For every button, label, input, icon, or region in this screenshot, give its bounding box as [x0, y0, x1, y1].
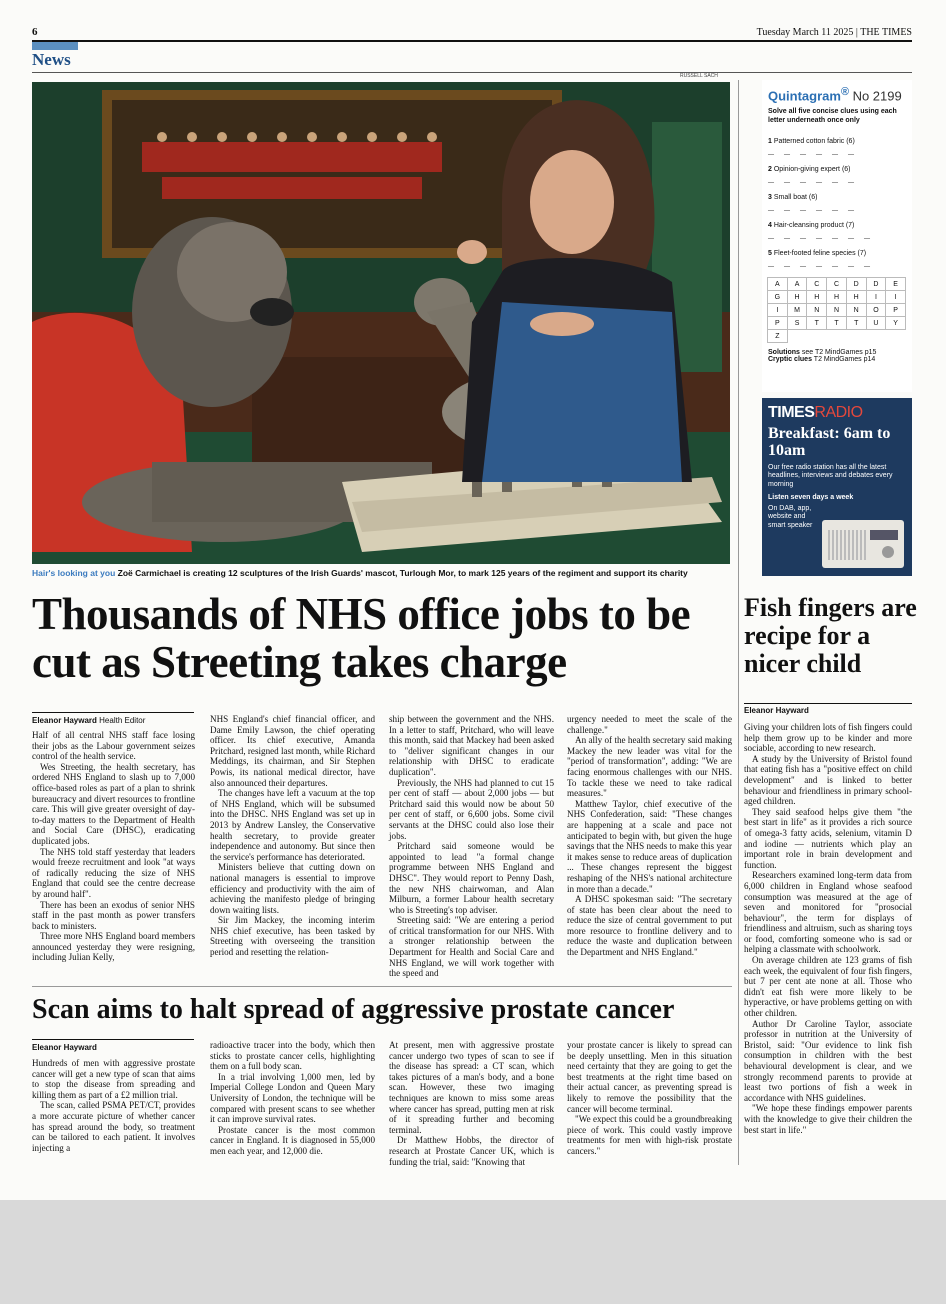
byline-rule — [32, 712, 194, 713]
solutions-note: Solutions see T2 MindGames p15 — [768, 348, 877, 356]
lead-byline: Eleanor Hayward Health Editor — [32, 716, 146, 725]
letter-cell: E — [885, 277, 906, 291]
top-rule — [32, 40, 912, 42]
prostate-column-3 — [389, 1040, 554, 1167]
answer-blanks: _ _ _ _ _ _ — [768, 202, 857, 214]
caption-text: Zoë Carmichael is creating 12 sculptures of the Irish Guards' mascot, Turlough Mor, to mark 125 years of the regiment and support its charity — [117, 568, 688, 578]
paragraph: radioactive tracer into the body, which then sticks to prostate cancer cells, highlighting them on a full body scan. — [210, 1040, 375, 1072]
section-color-bar — [32, 42, 78, 50]
quintagram-puzzle — [762, 80, 912, 392]
letter-cell: H — [806, 290, 827, 304]
letter-cell: D — [846, 277, 867, 291]
paragraph: They said seafood helps give them "the best start in life" as it provides a rich source of omega-3 fatty acids, selenium, vitamin D and iodine — nutrients which play an important role in brain development and function. — [744, 806, 912, 870]
paragraph: Giving your children lots of fish fingers could help them grow up to be kinder and more sociable, according to new research. — [744, 722, 912, 754]
prostate-column-4 — [567, 1040, 732, 1157]
letter-cell: T — [826, 316, 847, 330]
clue-item: 3 Small boat (6) — [768, 193, 818, 201]
letter-cell: M — [787, 303, 808, 317]
letter-cell: Y — [885, 316, 906, 330]
paragraph: "We expect this could be a groundbreaking piece of work. This could vastly improve treatments for men with high-risk prostate cancers." — [567, 1114, 732, 1156]
side-byline-rule — [744, 703, 912, 704]
section-rule — [32, 72, 912, 73]
letter-cell: U — [866, 316, 887, 330]
paragraph: The NHS told staff yesterday that leaders would freeze recruitment and look "at ways of radically reducing the size of NHS England that could see the centre decrease by around half". — [32, 846, 195, 899]
paragraph: Pritchard said someone would be appointed to lead "a formal change programme between NHS England and DHSC". They would report to Penny Dash, the new NHS chairwoman, and Alan Milburn, a former Labour health secretary who is Streeting's top adviser. — [389, 841, 554, 915]
letter-cell: G — [767, 290, 788, 304]
paragraph: Researchers examined long-term data from 6,000 children in England whose seafood consumption was measured at the age of seven and monitored for "prosocial behaviour", the term for displays of friendliness and altruism, such as sharing toys or food, comforting someone who is sad or helping a classmate with schoolwork. — [744, 870, 912, 955]
paragraph: Previously, the NHS had planned to cut 15 per cent of staff — about 2,000 jobs — but Pritchard said this would now be about 50 per cent of staff, or 6,600 jobs. Some civil servants at the DHSC could also lose their jobs. — [389, 777, 554, 841]
side-column — [744, 722, 912, 1135]
paragraph: Matthew Taylor, chief executive of the NHS Confederation, said: "These changes are happening at a scale and pace not anticipated to begin with, but given the huge savings that the NHS needs to make this year it makes sense to reduce areas of duplication ... These changes represent the biggest reshaping of the NHS's national architecture in more than a decade." — [567, 798, 732, 894]
clue-item: 4 Hair-cleansing product (7) — [768, 221, 855, 229]
paragraph: There has been an exodus of senior NHS staff in the past month as power transfers back to ministers. — [32, 899, 195, 931]
letter-cell: A — [767, 277, 788, 291]
page-number: 6 — [32, 26, 38, 38]
paragraph: Half of all central NHS staff face losing their jobs as the Labour government seizes control of the health service. — [32, 730, 195, 762]
quintagram-title: Quintagram® No 2199 — [768, 86, 902, 104]
paragraph: NHS England's chief financial officer, and Dame Emily Lawson, the chief operating officer. Its chief executive, Amanda Pritchard, resigned last month, while Richard Meddings, its chairman, and Sir Stephen Powis, its national medical director, have also announced their departures. — [210, 714, 375, 788]
letter-cell: N — [806, 303, 827, 317]
letter-cell: H — [787, 290, 808, 304]
dog-sculpture-photo — [32, 82, 730, 564]
answer-blanks: _ _ _ _ _ _ _ — [768, 230, 873, 242]
letter-cell: Z — [767, 329, 788, 343]
column-divider — [738, 80, 739, 1165]
letter-cell: N — [826, 303, 847, 317]
letter-cell: T — [846, 316, 867, 330]
letter-cell: P — [767, 316, 788, 330]
paragraph: The changes have left a vacuum at the top of NHS England, which will be subsumed into the DHSC. NHS England was set up in 2013 by Andrew Lansley, the Conservative health secretary, to provide greater independence and autonomy. But since then the service's performance has deteriorated. — [210, 788, 375, 862]
clue-item: 1 Patterned cotton fabric (6) — [768, 137, 855, 145]
radio-platforms: On DAB, app, website and smart speaker — [768, 504, 813, 529]
quintagram-intro: Solve all five concise clues using each letter underneath once only — [768, 108, 897, 125]
lead-photo — [32, 82, 730, 564]
prostate-headline: Scan aims to halt spread of aggressive prostate cancer — [32, 994, 675, 1025]
letter-cell: N — [846, 303, 867, 317]
letter-cell: H — [846, 290, 867, 304]
letter-cell: I — [866, 290, 887, 304]
clue-item: 5 Fleet-footed feline species (7) — [768, 249, 867, 257]
prostate-column-2 — [210, 1040, 375, 1157]
radio-brand: TIMESRADIO — [768, 404, 863, 421]
side-headline: Fish fingers are recipe for a nicer child — [744, 593, 917, 678]
letter-cell: D — [866, 277, 887, 291]
prostate-column-1 — [32, 1058, 195, 1153]
cryptic-note: Cryptic clues T2 MindGames p14 — [768, 355, 876, 363]
paragraph: Author Dr Caroline Taylor, associate professor in nutrition at the University of Bristol, said: "Our evidence to link fish consumption in children with the best behavioural development is clear, and we strongly recommend parents to provide at least two portions of fish a week in accordance with NHS guidelines. — [744, 1018, 912, 1103]
lead-column-2 — [210, 714, 375, 958]
side-byline: Eleanor Hayward — [744, 706, 809, 715]
quintagram-clues — [762, 138, 912, 270]
letter-cell: I — [767, 303, 788, 317]
lead-column-3 — [389, 714, 554, 979]
answer-blanks: _ _ _ _ _ _ _ — [768, 258, 873, 270]
paragraph: "We hope these findings empower parents with the knowledge to give their children the best start in life." — [744, 1103, 912, 1135]
letter-cell: A — [787, 277, 808, 291]
prostate-byline-rule — [32, 1039, 194, 1040]
section-label: News — [32, 50, 71, 69]
paragraph: your prostate cancer is likely to spread can be deeply unsettling. Men in this situation need certainty that they are going to get the best treatments at the right time based on their actual cancer, as preventing spread is likely to remove the possibility that the cancer will become terminal. — [567, 1040, 732, 1114]
letter-cell: P — [885, 303, 906, 317]
letter-cell: O — [866, 303, 887, 317]
paragraph: At present, men with aggressive prostate cancer undergo two types of scan to see if the disease has spread: a CT scan, which takes pictures of a man's body, and a bone scan. However, these two imaging techniques are known to miss some areas where cancer has spread, putting men at risk of it spreading further and becoming terminal. — [389, 1040, 554, 1135]
photo-credit: RUSSELL SACH — [680, 73, 718, 79]
answer-blanks: _ _ _ _ _ _ — [768, 146, 857, 158]
paragraph: On average children ate 123 grams of fish each week, the equivalent of four fish fingers, but 7 per cent ate none at all. Those who didn't eat fish were more likely to be hyperactive, or have problems getting on with other children. — [744, 955, 912, 1019]
letter-cell: S — [787, 316, 808, 330]
quintagram-letter-grid — [768, 278, 906, 343]
paragraph: In a trial involving 1,000 men, led by Imperial College London and Queen Mary University of London, the technique will be compared with present scans to see whether it can improve survival rates. — [210, 1071, 375, 1125]
radio-subhead: Listen seven days a week — [768, 493, 854, 501]
paragraph: Hundreds of men with aggressive prostate cancer will get a new type of scan that aims to stop the disease from spreading and killing them as part of a £2 million trial. — [32, 1058, 195, 1100]
lead-column-4 — [567, 714, 732, 958]
paragraph: Ministers believe that cutting down on national managers is essential to improve efficiency and productivity with the aim of achieving the manifesto pledge of bringing down waiting lists. — [210, 862, 375, 915]
letter-cell: T — [806, 316, 827, 330]
lead-column-1 — [32, 730, 195, 963]
radio-set-icon — [822, 520, 904, 568]
paragraph: urgency needed to meet the scale of the challenge." — [567, 714, 732, 735]
story-divider — [32, 986, 732, 987]
lead-headline: Thousands of NHS office jobs to be cut as Streeting takes charge — [32, 589, 691, 687]
paragraph: Wes Streeting, the health secretary, has ordered NHS England to slash up to 7,000 office-based roles as part of a plan to shrink bureaucracy and divert resources to frontline care. This will give greater oversight of day-to-day matters to the Department of Health and Social Care (DHSC), eradicating duplicated jobs. — [32, 761, 195, 846]
times-radio-ad — [762, 398, 912, 576]
paragraph: A study by the University of Bristol found that eating fish has a "positive effect on child development" and is linked to better behaviour and friendliness in primary school-aged children. — [744, 753, 912, 807]
paragraph: Three more NHS England board members announced yesterday they were resigning, including Julian Kelly, — [32, 931, 195, 963]
radio-headline: Breakfast: 6am to 10am — [768, 425, 891, 459]
letter-cell: H — [826, 290, 847, 304]
paragraph: Prostate cancer is the most common cancer in England. It is diagnosed in 55,000 men each year, and 12,000 die. — [210, 1124, 375, 1156]
paragraph: Dr Matthew Hobbs, the director of research at Prostate Cancer UK, which is funding the trial, said: "Knowing that — [389, 1135, 554, 1167]
letter-cell: C — [806, 277, 827, 291]
caption-lead: Hair's looking at you — [32, 568, 116, 578]
letter-cell: I — [885, 290, 906, 304]
prostate-byline: Eleanor Hayward — [32, 1043, 97, 1052]
paragraph: Streeting said: "We are entering a period of critical transformation for our NHS. With a stronger relationship between the Department for Health and Social Care and NHS England, we will work together with the speed and — [389, 915, 554, 979]
paragraph: Sir Jim Mackey, the incoming interim NHS chief executive, has been tasked by Streeting with overseeing the transition period and resetting the relation- — [210, 915, 375, 958]
paragraph: The scan, called PSMA PET/CT, provides a more accurate picture of whether cancer has spread around the body, so treatment can be tailored to each patient. It involves injecting a — [32, 1100, 195, 1153]
paragraph: ship between the government and the NHS. In a letter to staff, Pritchard, who will leave this month, said that Mackey had been asked to "deliver significant changes in our relationship with DHSC to eradicate duplication". — [389, 714, 554, 777]
answer-blanks: _ _ _ _ _ _ — [768, 174, 857, 186]
paragraph: An ally of the health secretary said making Mackey the new leader was vital for the "period of transformation", adding: "We are facing enormous challenges with our NHS. To tackle these we need to take radical measures." — [567, 735, 732, 799]
dateline: Tuesday March 11 2025 | THE TIMES — [756, 27, 912, 38]
paragraph: A DHSC spokesman said: "The secretary of state has been clear about the need to reduce the size of central government to put more resource to frontline delivery and to reduce the waste and duplication between the Department and NHS England." — [567, 894, 732, 958]
radio-text: Our free radio station has all the latest headlines, interviews and debates every morning — [768, 463, 893, 489]
photo-caption — [32, 568, 732, 578]
clue-item: 2 Opinion-giving expert (6) — [768, 165, 851, 173]
letter-cell: C — [826, 277, 847, 291]
